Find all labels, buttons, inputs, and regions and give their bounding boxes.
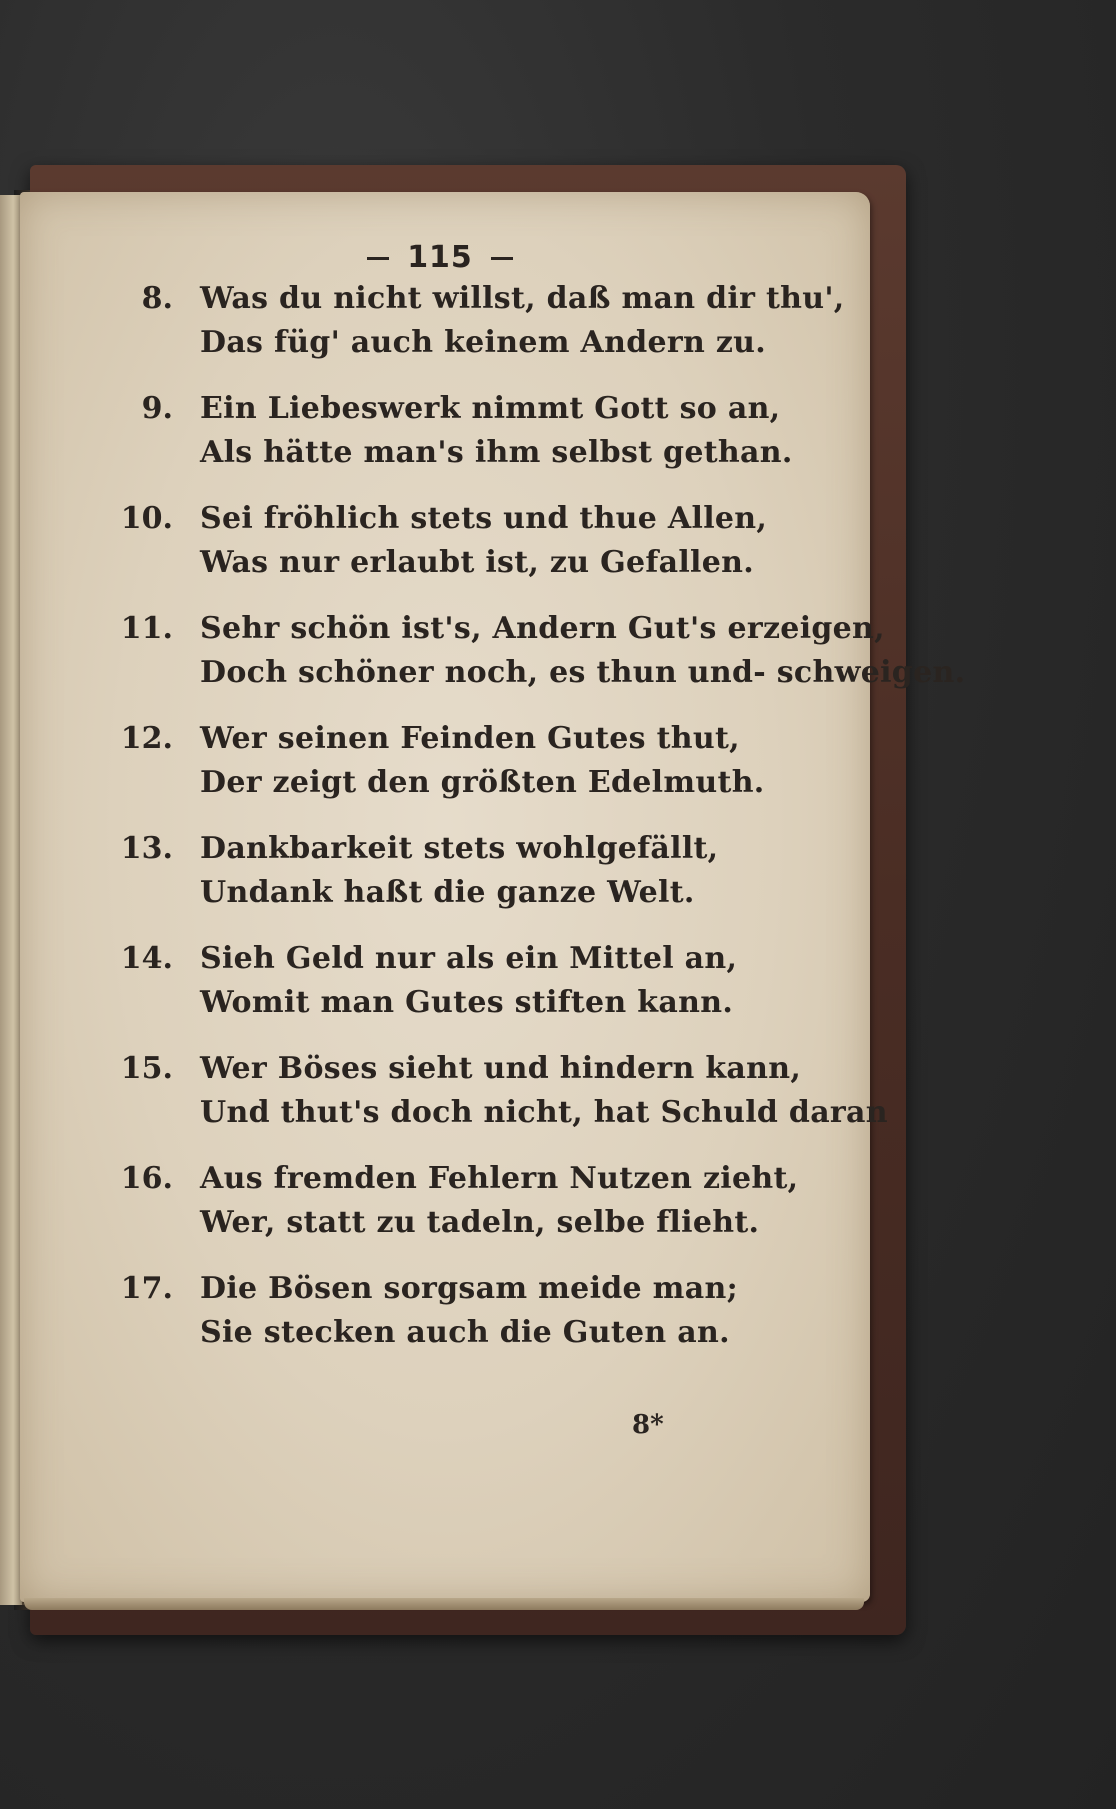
- verse-lines: [200, 937, 840, 1025]
- verse-line: Als hätte man's ihm selbst gethan.: [200, 435, 793, 470]
- verse-line: Sieh Geld nur als ein Mittel an,: [200, 941, 738, 976]
- verse-line: Was du nicht willst, daß man dir thu',: [200, 281, 845, 316]
- verse-line: Ein Liebeswerk nimmt Gott so an,: [200, 391, 781, 426]
- verse-lines: [200, 607, 966, 695]
- verse-number: 8.: [141, 281, 173, 316]
- verse-number: 11.: [120, 611, 173, 646]
- verse-line: Das füg' auch keinem Andern zu.: [200, 325, 767, 360]
- verse-number: 17.: [120, 1271, 173, 1306]
- verse-lines: [200, 277, 845, 365]
- verse-line: Womit man Gutes stiften kann.: [200, 985, 734, 1020]
- verse-lines: [200, 1157, 840, 1245]
- page-text-block: [20, 192, 966, 1602]
- verse-line: Sei fröhlich stets und thue Allen,: [200, 501, 768, 536]
- verse-line: Sie stecken auch die Guten an.: [200, 1315, 730, 1350]
- verse-line: Undank haßt die ganze Welt.: [200, 875, 695, 910]
- verse-number: 15.: [120, 1051, 173, 1086]
- verse-line: Der zeigt den größten Edelmuth.: [200, 765, 765, 800]
- verse-number: 14.: [120, 941, 173, 976]
- verse-lines: [200, 387, 840, 475]
- verse-line: Und thut's doch nicht, hat Schuld daran: [200, 1095, 888, 1130]
- page-number: 115: [407, 240, 473, 275]
- verse-number: 9.: [141, 391, 173, 426]
- page-header: [20, 240, 860, 275]
- verse-number: 12.: [120, 721, 173, 756]
- verse-number: 10.: [120, 501, 173, 536]
- verse-line: Wer, statt zu tadeln, selbe flieht.: [200, 1205, 760, 1240]
- verse-lines: [200, 497, 840, 585]
- verse-lines: [200, 717, 840, 805]
- header-dash-left: [367, 257, 389, 260]
- verse-line: Was nur erlaubt ist, zu Gefallen.: [200, 545, 754, 580]
- verse-lines: [200, 1047, 888, 1135]
- header-dash-right: [491, 257, 513, 260]
- verse-line: Die Bösen sorgsam meide man;: [200, 1271, 738, 1306]
- verse-lines: [200, 827, 840, 915]
- verse-line: Sehr schön ist's, Andern Gut's erzeigen,: [200, 611, 885, 646]
- verse-line: Wer Böses sieht und hindern kann,: [200, 1051, 802, 1086]
- verse-line: Wer seinen Feinden Gutes thut,: [200, 721, 740, 756]
- verse-number: 16.: [120, 1161, 173, 1196]
- verse-line: Doch schöner noch, es thun und- schweigen.: [200, 655, 966, 690]
- signature-mark: 8*: [632, 1410, 664, 1440]
- verse-lines: [200, 1267, 840, 1355]
- verse-line: Aus fremden Fehlern Nutzen zieht,: [200, 1161, 799, 1196]
- verse-number: 13.: [120, 831, 173, 866]
- verse-line: Dankbarkeit stets wohlgefällt,: [200, 831, 719, 866]
